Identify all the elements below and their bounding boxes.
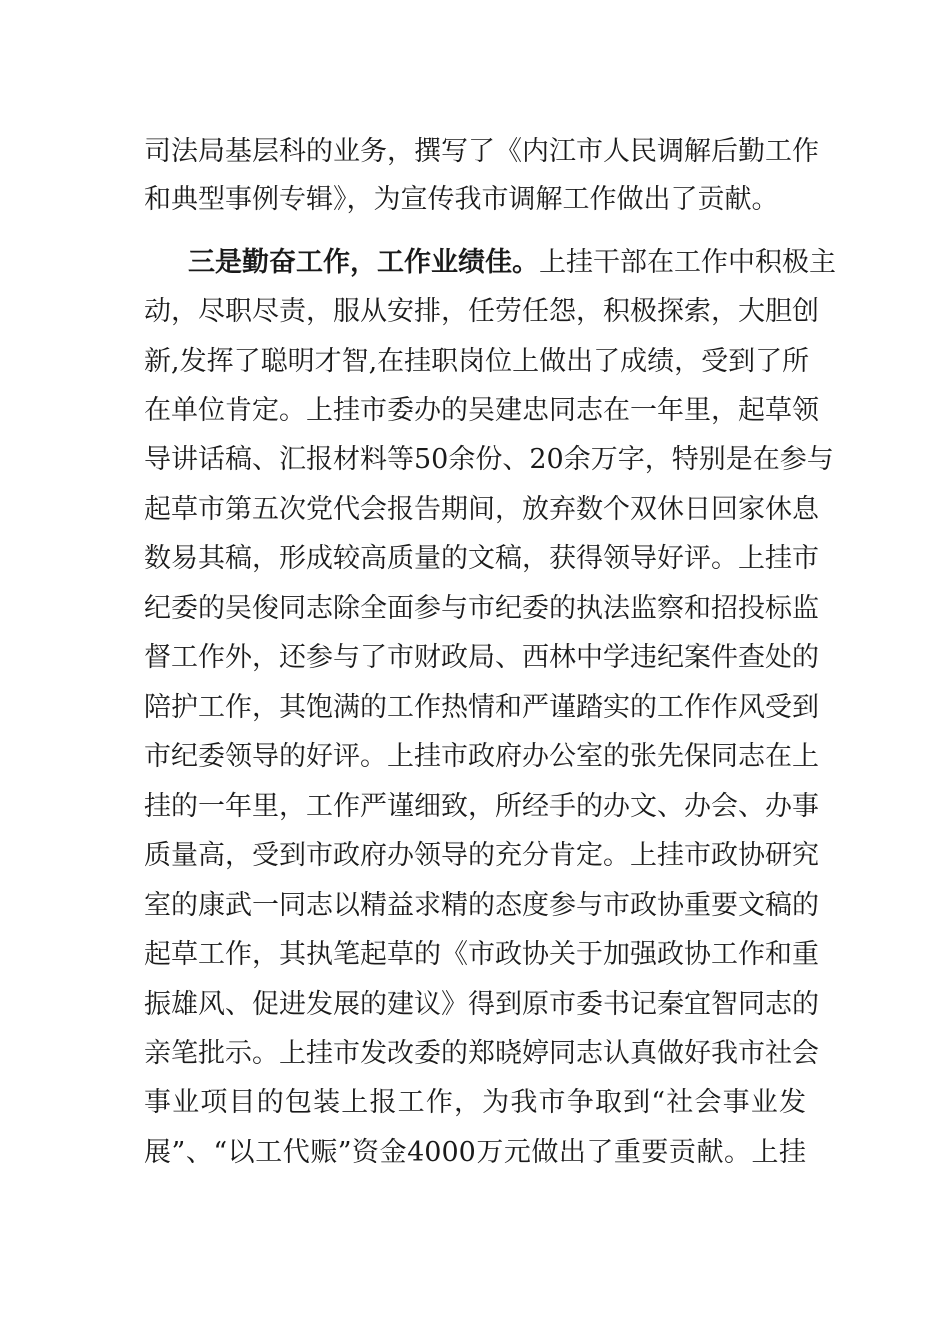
paragraph-heading: 三是勤奋工作，工作业绩佳。 (188, 247, 539, 278)
text-line: 在单位肯定。上挂市委办的吴建忠同志在一年里，起草领 (144, 395, 819, 426)
text-line: 司法局基层科的业务，撰写了《内江市人民调解后勤工作 (144, 136, 819, 167)
text-line: 质量高，受到市政府办领导的充分肯定。上挂市政协研究 (144, 840, 819, 871)
text-line: 陪护工作，其饱满的工作热情和严谨踏实的工作作风受到 (144, 692, 819, 723)
text-line: 起草市第五次党代会报告期间，放弃数个双休日回家休息 (144, 494, 819, 525)
text-line: 纪委的吴俊同志除全面参与市纪委的执法监察和招投标监 (144, 593, 819, 624)
text-line: 新,发挥了聪明才智,在挂职岗位上做出了成绩，受到了所 (144, 346, 810, 377)
text-line (188, 241, 836, 285)
text-line: 和典型事例专辑》，为宣传我市调解工作做出了贡献。 (144, 184, 779, 215)
text-line: 导讲话稿、汇报材料等50余份、20余万字，特别是在参与 (144, 444, 834, 475)
text-line: 起草工作，其执笔起草的《市政协关于加强政协工作和重 (144, 939, 819, 970)
text-line: 事业项目的包装上报工作，为我市争取到“社会事业发 (144, 1087, 806, 1118)
text-line: 挂的一年里，工作严谨细致，所经手的办文、办会、办事 (144, 791, 819, 822)
text-line: 室的康武一同志以精益求精的态度参与市政协重要文稿的 (144, 890, 819, 921)
text-line: 数易其稿，形成较高质量的文稿，获得领导好评。上挂市 (144, 543, 819, 574)
text-line: 亲笔批示。上挂市发改委的郑晓婷同志认真做好我市社会 (144, 1038, 819, 1069)
text-line: 督工作外，还参与了市财政局、西林中学违纪案件查处的 (144, 642, 819, 673)
text-line: 展”、“以工代赈”资金4000万元做出了重要贡献。上挂 (144, 1137, 806, 1168)
text-line: 振雄风、促进发展的建议》得到原市委书记秦宜智同志的 (144, 989, 819, 1020)
text-span: 上挂干部在工作中积极主 (539, 247, 836, 278)
text-line: 市纪委领导的好评。上挂市政府办公室的张先保同志在上 (144, 741, 819, 772)
text-line: 动，尽职尽责，服从安排，任劳任怨，积极探索，大胆创 (144, 296, 819, 327)
